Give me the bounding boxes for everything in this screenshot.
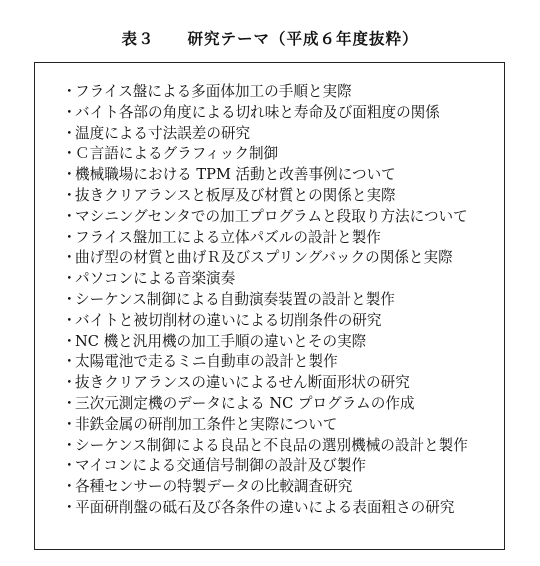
topic-text: Ｃ言語によるグラフィック制御 <box>75 145 279 163</box>
bullet-mark: ・ <box>62 374 77 392</box>
topic-text: フライス盤加工による立体パズルの設計と製作 <box>75 228 381 246</box>
topic-item <box>62 124 468 145</box>
topic-text: 太陽電池で走るミニ自動車の設計と製作 <box>75 353 338 371</box>
topic-item <box>62 436 468 457</box>
bullet-mark: ・ <box>62 186 77 204</box>
bullet-mark: ・ <box>62 353 77 371</box>
topic-item <box>62 498 468 519</box>
topic-text: 各種センサーの特製データの比較調査研究 <box>75 478 353 496</box>
topic-text: バイトと被切削材の違いによる切削条件の研究 <box>75 311 382 329</box>
bullet-mark: ・ <box>62 124 77 142</box>
bullet-mark: ・ <box>62 207 77 225</box>
topic-text: マイコンによる交通信号制御の設計及び製作 <box>75 457 367 475</box>
topic-item <box>62 228 468 249</box>
topic-item <box>62 144 468 165</box>
topic-item <box>62 82 468 103</box>
topic-item <box>62 269 468 290</box>
bullet-mark: ・ <box>62 498 77 516</box>
topic-item <box>62 311 468 332</box>
topic-text: NC 機と汎用機の加工手順の違いとその実際 <box>75 332 367 350</box>
topic-text: マシニングセンタでの加工プログラムと段取り方法について <box>75 207 468 225</box>
bullet-mark: ・ <box>62 166 77 184</box>
topic-text: シーケンス制御による自動演奏装置の設計と製作 <box>75 290 395 308</box>
topic-item <box>62 415 468 436</box>
topic-text: 抜きクリアランスの違いによるせん断面形状の研究 <box>75 374 410 392</box>
topic-text: 平面研削盤の砥石及び各条件の違いによる表面粗さの研究 <box>75 498 455 516</box>
topic-item <box>62 103 468 124</box>
topic-text: 温度による寸法誤差の研究 <box>75 124 251 142</box>
topic-item <box>62 394 468 415</box>
bullet-mark: ・ <box>62 394 77 412</box>
topic-item <box>62 186 468 207</box>
topic-item <box>62 248 468 269</box>
bullet-mark: ・ <box>62 103 77 121</box>
topic-item <box>62 352 468 373</box>
topic-item <box>62 373 468 394</box>
bullet-mark: ・ <box>62 436 77 454</box>
topic-text: 三次元測定機のデータによる NC プログラムの作成 <box>75 394 415 412</box>
bullet-mark: ・ <box>62 228 77 246</box>
topic-text: バイト各部の角度による切れ味と寿命及び面粗度の関係 <box>75 103 440 121</box>
bullet-mark: ・ <box>62 145 77 163</box>
bullet-mark: ・ <box>62 311 77 329</box>
topic-item <box>62 332 468 353</box>
topic-list <box>62 82 468 519</box>
topic-item <box>62 290 468 311</box>
bullet-mark: ・ <box>62 249 77 267</box>
bullet-mark: ・ <box>62 332 77 350</box>
topic-text: 曲げ型の材質と曲げＲ及びスプリングバックの関係と実際 <box>75 249 453 267</box>
topic-item <box>62 207 468 228</box>
table-title: 表３ 研究テーマ（平成６年度抜粋） <box>121 30 419 48</box>
topic-text: 非鉄金属の研削加工条件と実際について <box>75 415 338 433</box>
topic-text: パソコンによる音楽演奏 <box>75 270 236 288</box>
bullet-mark: ・ <box>62 415 77 433</box>
topic-item <box>62 165 468 186</box>
topic-text: 機械職場における TPM 活動と改善事例について <box>75 166 396 184</box>
bullet-mark: ・ <box>62 83 77 100</box>
topic-text: シーケンス制御による良品と不良品の選別機械の設計と製作 <box>75 436 468 454</box>
topic-text: フライス盤による多面体加工の手順と実際 <box>75 83 352 100</box>
bullet-mark: ・ <box>62 457 77 475</box>
topic-item <box>62 477 468 498</box>
topic-text: 抜きクリアランスと板厚及び材質との関係と実際 <box>75 186 396 204</box>
bullet-mark: ・ <box>62 270 77 288</box>
bullet-mark: ・ <box>62 478 77 496</box>
topic-item <box>62 456 468 477</box>
bullet-mark: ・ <box>62 290 77 308</box>
